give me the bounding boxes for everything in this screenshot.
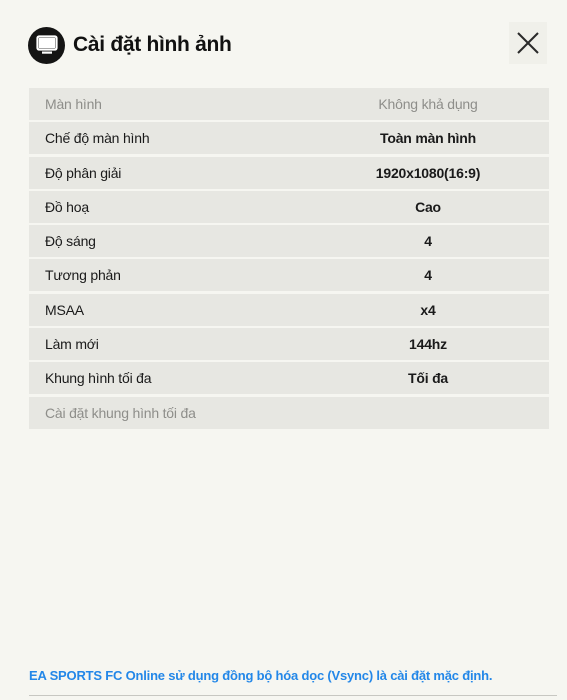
setting-row-brightness[interactable] — [29, 225, 549, 257]
setting-value: Cao — [415, 198, 441, 215]
setting-value: 1920x1080(16:9) — [375, 164, 481, 181]
dialog-header — [28, 26, 232, 64]
footer-divider — [29, 695, 557, 696]
setting-value: 144hz — [409, 336, 447, 353]
setting-row-msaa[interactable] — [29, 294, 549, 326]
close-icon — [516, 31, 540, 55]
setting-label: Làm mới — [45, 336, 99, 353]
setting-row-graphics[interactable] — [29, 191, 549, 223]
setting-label: Khung hình tối đa — [45, 370, 152, 387]
settings-table — [29, 88, 549, 431]
setting-row-resolution[interactable] — [29, 157, 549, 189]
setting-row-max-frame-rate[interactable] — [29, 362, 549, 394]
setting-row-refresh-rate[interactable] — [29, 328, 549, 360]
dialog-title: Cài đặt hình ảnh — [73, 33, 232, 56]
setting-value: 4 — [424, 233, 432, 250]
close-button[interactable] — [509, 22, 547, 64]
setting-value: Toàn màn hình — [380, 130, 476, 147]
setting-label: Tương phản — [45, 267, 121, 284]
setting-label: Độ phân giải — [45, 164, 122, 181]
setting-label: Độ sáng — [45, 233, 96, 250]
monitor-icon — [28, 27, 65, 64]
setting-label: Đồ hoạ — [45, 198, 89, 215]
setting-label: Cài đặt khung hình tối đa — [45, 404, 196, 421]
setting-value: Không khả dụng — [378, 96, 478, 112]
setting-value: Tối đa — [407, 370, 449, 387]
setting-row-display-mode[interactable] — [29, 122, 549, 154]
setting-label: MSAA — [45, 301, 84, 318]
setting-value: 4 — [424, 267, 432, 284]
setting-value: x4 — [420, 301, 436, 318]
setting-label: Chế độ màn hình — [45, 130, 150, 147]
setting-row-contrast[interactable] — [29, 259, 549, 291]
setting-row-max-frame-settings — [29, 397, 549, 429]
setting-label: Màn hình — [45, 96, 102, 112]
vsync-note: EA SPORTS FC Online sử dụng đồng bộ hóa dọc (Vsync) là cài đặt mặc định. — [29, 668, 493, 683]
setting-row-display — [29, 88, 549, 120]
